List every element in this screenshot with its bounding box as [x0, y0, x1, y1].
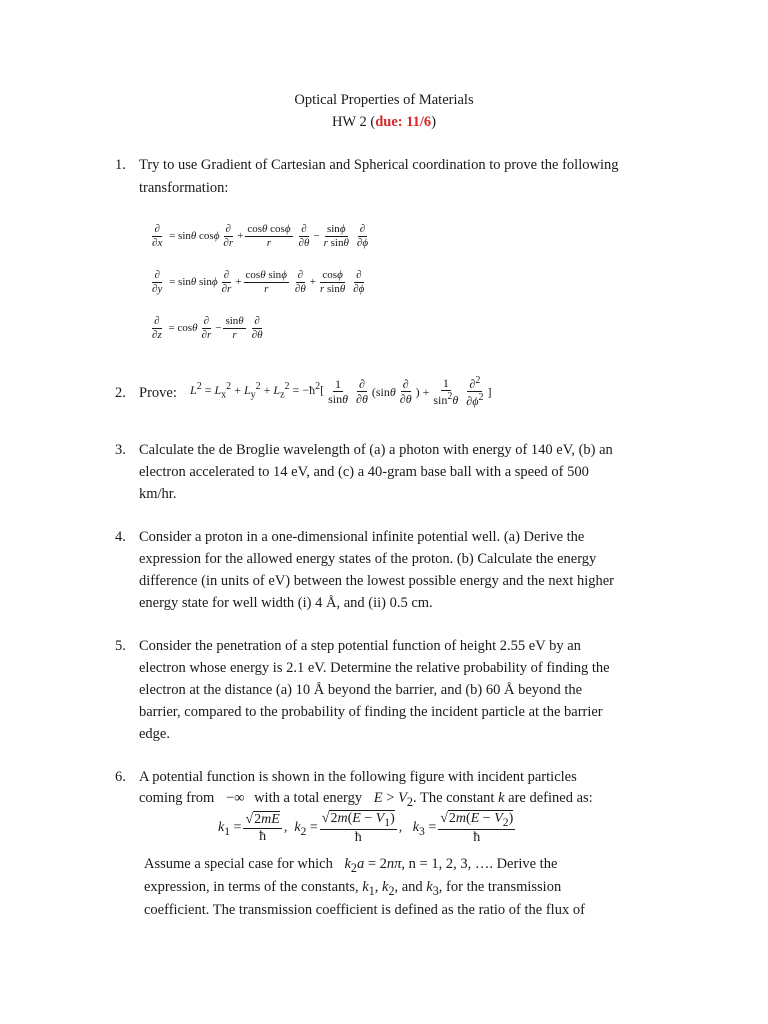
q3-text-line: Calculate the de Broglie wavelength of (a) a photon with energy of 140 eV, (b) an [139, 442, 613, 458]
q6-text-line: coefficient. The transmission coefficient is defined as the ratio of the flux of [144, 902, 585, 918]
q5-text-line: barrier, compared to the probability of finding the incident particle at the barrier [139, 704, 603, 720]
q6-text-line: coming from −∞ with a total energy $E > V_2$. The constant k are defined as: [139, 790, 593, 809]
question-number: 3. [115, 442, 126, 458]
question-number: 2. [115, 385, 126, 401]
q6-text-line: A potential function is shown in the following figure with incident particles [139, 769, 577, 785]
due-date: due: 11/6 [375, 114, 432, 130]
q1-text-line: Try to use Gradient of Cartesian and Spherical coordination to prove the following [139, 157, 619, 173]
q3-text-line: km/hr. [139, 486, 177, 502]
question-number: 4. [115, 529, 126, 545]
equation-l-squared: $L^2 = L_x^2 + L_y^2 + L_z^2$ = $-ħ^2$[ $\frac{1}{\sin\theta}$ $\frac{\partial}{\partial\theta}$ (sinθ $\frac{\partial}{\partial\theta}$ ) + $\frac{1}{\sin^2\theta}$ $\frac{\partial^2}{\partial\phi^2}$ ] [190, 375, 492, 408]
q2-prove-label: Prove: [139, 385, 177, 401]
hw-title: HW 2 (due: 11/6) [331, 114, 437, 130]
question-number: 5. [115, 638, 126, 654]
question-number: 6. [115, 769, 126, 785]
equation-ddz: $\frac{\partial}{\partial z}$ = cosθ $\frac{\partial}{\partial r}$ − $\frac{\sin\theta}{r}$ $\frac{\partial}{\partial\theta}$ [152, 315, 263, 341]
q6-text-line: expression, in terms of the constants, $k_1$, $k_2$, and $k_3$, for the transmission [144, 879, 562, 898]
q6-text-line: Assume a special case for which $k_2a = 2n\pi$, n = 1, 2, 3, …. Derive the [144, 856, 558, 875]
q3-text-line: electron accelerated to 14 eV, and (c) a 40-gram base ball with a speed of 500 [139, 464, 589, 480]
course-title: Optical Properties of Materials [294, 92, 474, 108]
q4-text-line: expression for the allowed energy states of the proton. (b) Calculate the energy [139, 551, 597, 567]
question-number: 1. [115, 157, 126, 173]
equation-ddx: $\frac{\partial}{\partial x}$ = sinθ cosϕ $\frac{\partial}{\partial r}$ + $\frac{\text{cosθ cosϕ}}{r}$ $\frac{\partial}{\partial\theta}$ − $\frac{\sin\phi}{\text{r sinθ}}$ $\frac{\partial}{\partial\phi}$ [152, 223, 369, 249]
q1-text-line: transformation: [139, 180, 229, 196]
q5-text-line: Consider the penetration of a step potential function of height 2.55 eV by an [139, 638, 581, 654]
q4-text-line: Consider a proton in a one-dimensional infinite potential well. (a) Derive the [139, 529, 585, 545]
equation-ddy: $\frac{\partial}{\partial y}$ = sinθ sinϕ $\frac{\partial}{\partial r}$ + $\frac{\text{cosθ sinϕ}}{r}$ $\frac{\partial}{\partial\theta}$ + $\frac{\cos\phi}{\text{r sinθ}}$ $\frac{\partial}{\partial\phi}$ [152, 269, 365, 295]
q5-text-line: edge. [139, 726, 170, 742]
q5-text-line: electron whose energy is 2.1 eV. Determine the relative probability of finding the [139, 660, 610, 676]
q5-text-line: electron at the distance (a) 10 Å beyond the barrier, and (b) 60 Å beyond the [139, 682, 583, 698]
equation-k-constants: $k_1$ = $\frac{√2mE}{ħ}$ , $k_2$ = $\frac{√2m(E - V_1)}{ħ}$ , $k_3$ = $\frac{√2m(E - V_2)}{ħ}$ [218, 811, 514, 846]
q4-text-line: difference (in units of eV) between the lowest possible energy and the next higher [139, 573, 614, 589]
q4-text-line: energy state for well width (i) 4 Å, and (ii) 0.5 cm. [139, 595, 433, 611]
